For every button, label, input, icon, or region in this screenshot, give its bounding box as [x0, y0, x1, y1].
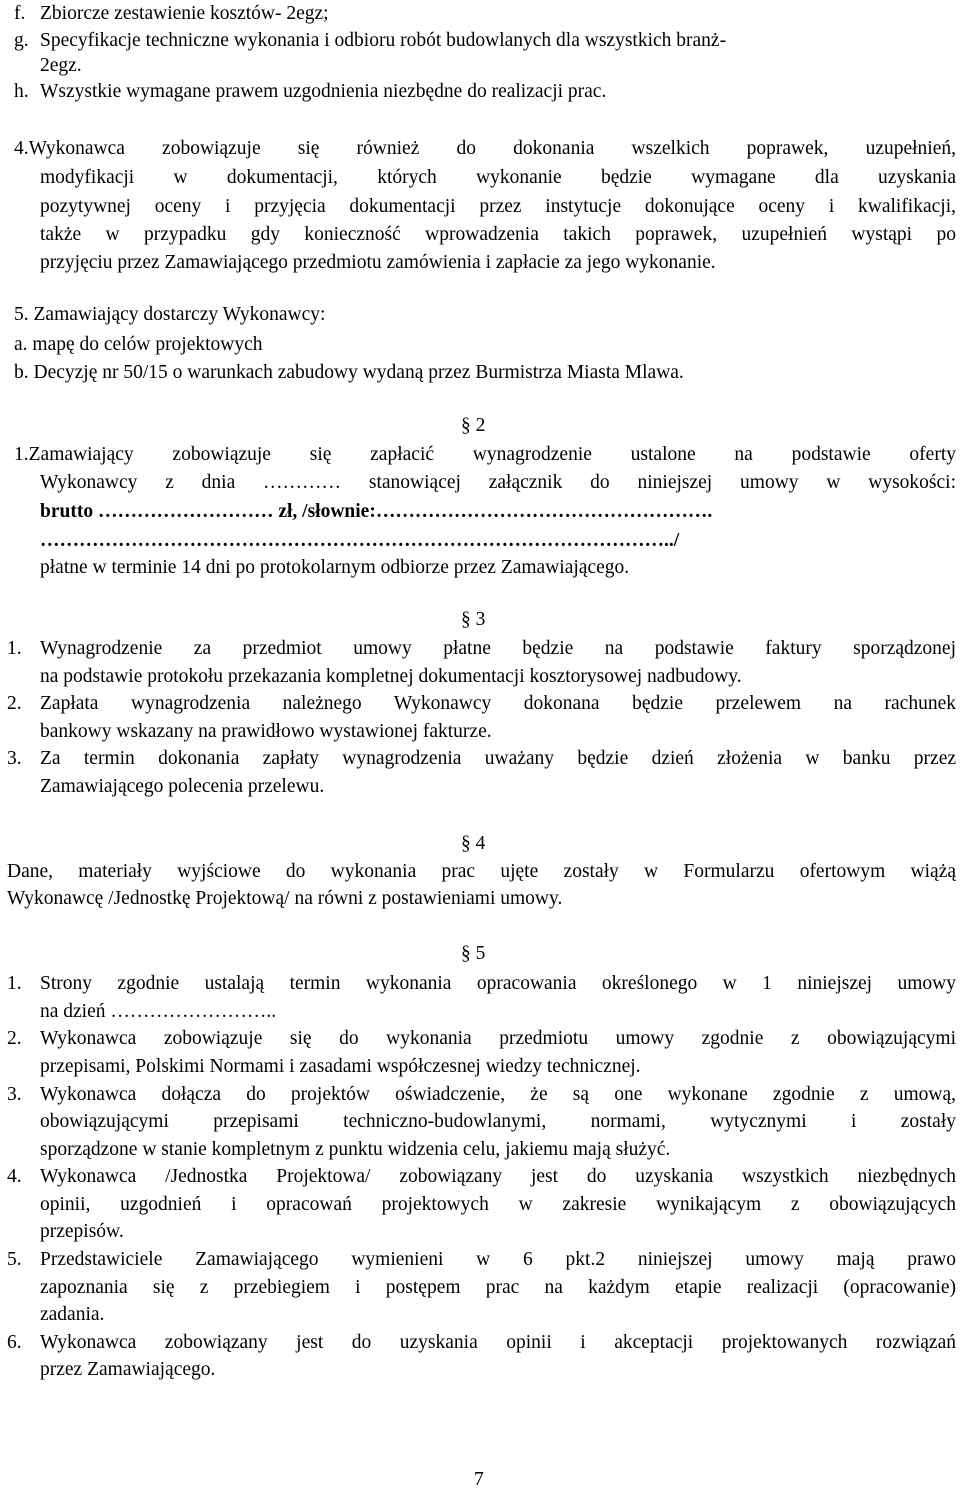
s3-p1-num: 1.: [7, 638, 22, 659]
section-sign-icon: §: [461, 943, 471, 964]
s5-p5-line2: zapoznania się z przebiegiem i postępem prac na każdym etapie realizacji (opracowanie): [40, 1277, 956, 1298]
s3-p3-line2: Zamawiającego polecenia przelewu.: [40, 776, 325, 797]
s5-p2-num: 2.: [7, 1028, 22, 1049]
s5-p4-line1: Wykonawca /Jednostka Projektowa/ zobowiązany jest do uzyskania wszystkich niezbędnych: [40, 1166, 956, 1187]
s4-line2: Wykonawcę /Jednostkę Projektową/ na równi z postawieniami umowy.: [7, 888, 563, 909]
s2-line2: Wykonawcy z dnia ………… stanowiącej załącznik do niniejszej umowy w wysokości:: [40, 472, 956, 493]
s2-line4: ……………………………………………………………………………………../: [40, 530, 680, 551]
item4-line3: pozytywnej oceny i przyjęcia dokumentacji przez instytucje dokonujące oceny i kwalifikacji,: [40, 196, 956, 217]
item4-line1: 4.Wykonawca zobowiązuje się również do dokonania wszelkich poprawek, uzupełnień,: [14, 138, 956, 159]
list-item-f: Zbiorcze zestawienie kosztów- 2egz;: [40, 3, 329, 24]
section-sign-icon: §: [461, 415, 471, 436]
item5-b: b. Decyzję nr 50/15 o warunkach zabudowy wydaną przez Burmistrza Miasta Mlawa.: [14, 362, 684, 383]
s5-p5-num: 5.: [7, 1249, 22, 1270]
s5-p5-line3: zadania.: [40, 1304, 105, 1325]
item4-line5: przyjęciu przez Zamawiającego przedmiotu zamówienia i zapłacie za jego wykonanie.: [40, 252, 716, 273]
s3-p3-line1: Za termin dokonania zapłaty wynagrodzenia uważany będzie dzień złożenia w banku przez: [40, 748, 956, 769]
page-number: 7: [474, 1469, 484, 1490]
s5-p3-line1: Wykonawca dołącza do projektów oświadczenie, że są one wykonane zgodnie z umową,: [40, 1084, 956, 1105]
section-sign-icon: §: [461, 609, 471, 630]
s3-p1-line1: Wynagrodzenie za przedmiot umowy płatne będzie na podstawie faktury sporządzonej: [40, 638, 956, 659]
s5-p2-line1: Wykonawca zobowiązuje się do wykonania przedmiotu umowy zgodnie z obowiązującymi: [40, 1028, 956, 1049]
item5-a: a. mapę do celów projektowych: [14, 334, 263, 355]
s5-p4-line3: przepisów.: [40, 1221, 124, 1242]
item4-line4: także w przypadku gdy konieczność wprowadzenia takich poprawek, uzupełnień wystąpi po: [40, 224, 956, 245]
item5-heading: 5. Zamawiający dostarczy Wykonawcy:: [14, 304, 326, 325]
s2-line3: brutto ……………………… zł, /słownie:…………………………………………….: [40, 501, 713, 522]
s2-line1: 1.Zamawiający zobowiązuje się zapłacić wynagrodzenie ustalone na podstawie oferty: [14, 444, 956, 465]
list-item-g-line2: 2egz.: [40, 55, 82, 76]
s3-p2-num: 2.: [7, 693, 22, 714]
s3-p3-num: 3.: [7, 748, 22, 769]
section-4-heading: [461, 832, 485, 856]
section-3-heading: [461, 608, 485, 632]
s5-p6-line1: Wykonawca zobowiązany jest do uzyskania opinii i akceptacji projektowanych rozwiązań: [40, 1332, 956, 1353]
s5-p4-num: 4.: [7, 1166, 22, 1187]
list-marker-g: g.: [14, 30, 29, 51]
section-sign-icon: §: [461, 833, 471, 854]
s5-p6-line2: przez Zamawiającego.: [40, 1359, 216, 1380]
s5-p1-num: 1.: [7, 973, 22, 994]
section-5-heading: [461, 942, 485, 966]
s5-p3-line2: obowiązującymi przepisami techniczno-budowlanymi, normami, wytycznymi i zostały: [40, 1111, 956, 1132]
section-5-number: 5: [475, 943, 486, 964]
section-2-heading: [461, 414, 485, 438]
s5-p5-line1: Przedstawiciele Zamawiającego wymienieni w 6 pkt.2 niniejszej umowy mają prawo: [40, 1249, 956, 1270]
s2-line5: płatne w terminie 14 dni po protokolarnym odbiorze przez Zamawiającego.: [40, 557, 630, 578]
s5-p3-line3: sporządzone w stanie kompletnym z punktu widzenia celu, jakiemu mają służyć.: [40, 1139, 671, 1160]
s5-p1-line1: Strony zgodnie ustalają termin wykonania opracowania określonego w 1 niniejszej umowy: [40, 973, 956, 994]
section-4-number: 4: [475, 833, 486, 854]
s5-p1-line2: na dzień ……………………..: [40, 1001, 277, 1022]
s5-p3-num: 3.: [7, 1084, 22, 1105]
s5-p2-line2: przepisami, Polskimi Normami i zasadami współczesnej wiedzy technicznej.: [40, 1056, 641, 1077]
s5-p6-num: 6.: [7, 1332, 22, 1353]
section-2-number: 2: [475, 415, 486, 436]
s3-p2-line2: bankowy wskazany na prawidłowo wystawionej fakturze.: [40, 721, 492, 742]
section-3-number: 3: [475, 609, 486, 630]
s3-p1-line2: na podstawie protokołu przekazania kompletnej dokumentacji kosztorysowej nadbudowy.: [40, 666, 742, 687]
item4-line2: modyfikacji w dokumentacji, których wykonanie będzie wymagane dla uzyskania: [40, 167, 956, 188]
s4-line1: Dane, materiały wyjściowe do wykonania prac ujęte zostały w Formularzu ofertowym wiążą: [7, 861, 956, 882]
s5-p4-line2: opinii, uzgodnień i opracowań projektowych w zakresie wynikającym z obowiązujących: [40, 1194, 956, 1215]
s3-p2-line1: Zapłata wynagrodzenia należnego Wykonawcy dokonana będzie przelewem na rachunek: [40, 693, 956, 714]
list-item-g-line1: Specyfikacje techniczne wykonania i odbioru robót budowlanych dla wszystkich branż-: [40, 30, 727, 51]
list-marker-h: h.: [14, 81, 29, 102]
list-marker-f: f.: [14, 3, 26, 24]
list-item-h: Wszystkie wymagane prawem uzgodnienia niezbędne do realizacji prac.: [40, 81, 607, 102]
